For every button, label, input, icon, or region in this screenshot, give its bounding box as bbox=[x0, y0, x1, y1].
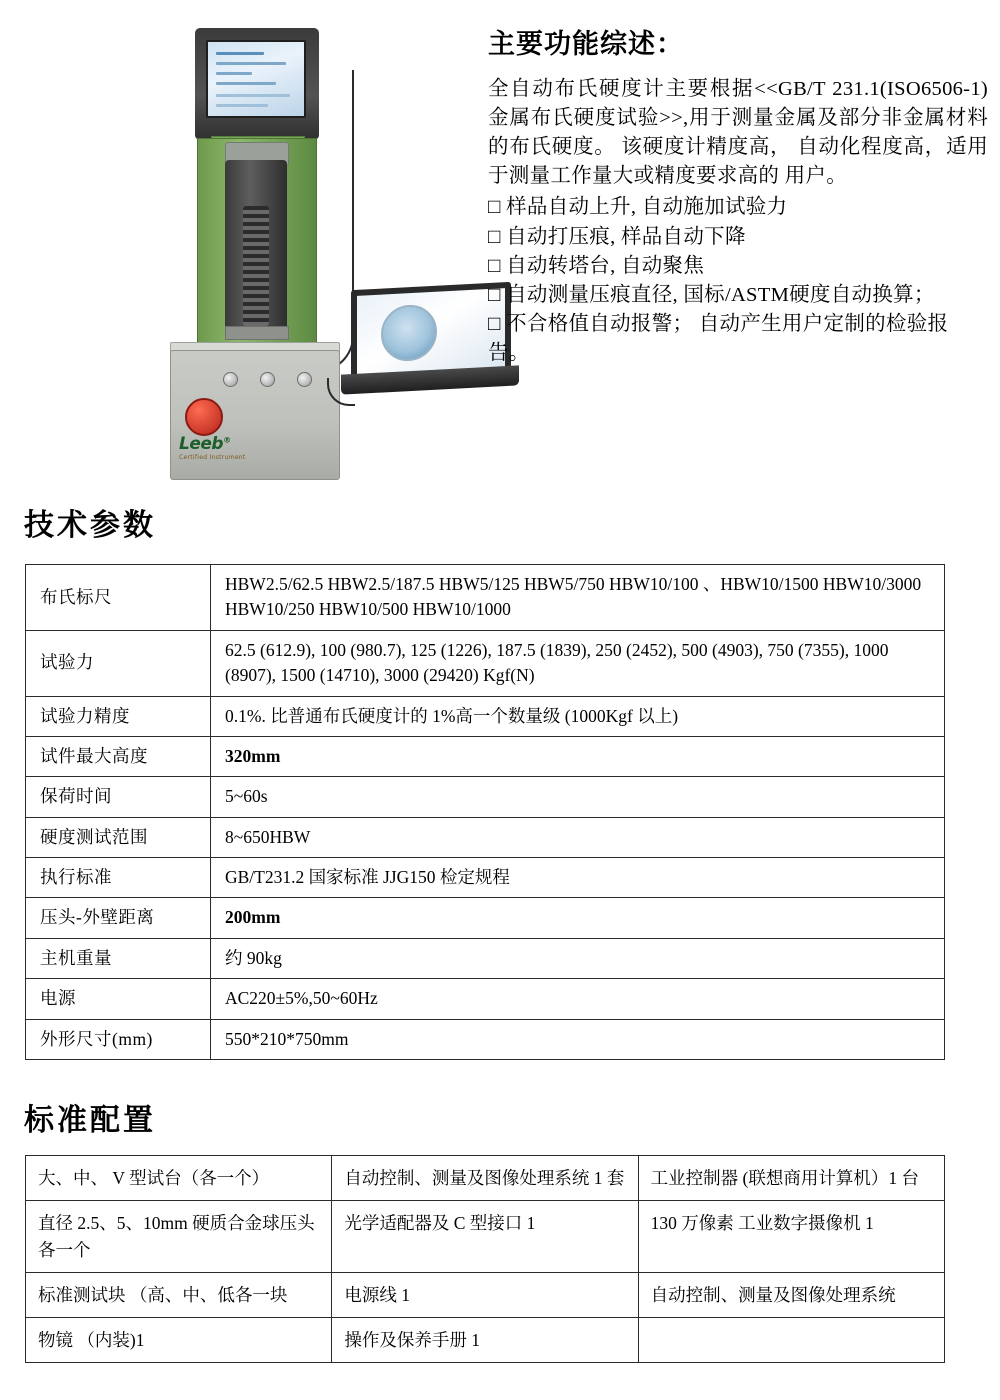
feature-item: □ 自动转塔台, 自动聚焦 bbox=[488, 254, 705, 277]
brand-tagline: Certified Instrument bbox=[179, 454, 246, 461]
brand-logo-text: Leeb bbox=[179, 434, 224, 454]
table-row bbox=[26, 898, 945, 938]
machine-indicator-3 bbox=[297, 372, 312, 387]
tech-row-label: 外形尺寸(mm) bbox=[26, 1019, 211, 1059]
config-cell: 直径 2.5、5、10mm 硬质合金球压头各一个 bbox=[26, 1201, 332, 1273]
table-row bbox=[26, 777, 945, 817]
intro-block bbox=[488, 22, 988, 368]
config-cell: 操作及保养手册 1 bbox=[332, 1318, 638, 1363]
table-row bbox=[26, 565, 945, 631]
config-cell: 标准测试块 （高、中、低各一块 bbox=[26, 1272, 332, 1317]
table-row bbox=[26, 1318, 945, 1363]
machine-anvil bbox=[225, 326, 289, 340]
feature-item: □ 不合格值自动报警； 自动产生用户定制的检验报告。 bbox=[488, 312, 949, 364]
tech-row-label: 试验力精度 bbox=[26, 696, 211, 736]
machine-elevating-screw bbox=[243, 206, 269, 326]
tech-row-label: 压头-外壁距离 bbox=[26, 898, 211, 938]
config-cell: 自动控制、测量及图像处理系统 1 套 bbox=[332, 1156, 638, 1201]
tech-params-table bbox=[25, 564, 945, 1060]
tech-row-value: 约 90kg bbox=[211, 938, 945, 978]
feature-item: □ 自动测量压痕直径, 国标/ASTM硬度自动换算； bbox=[488, 283, 935, 306]
tech-row-label: 试验力 bbox=[26, 630, 211, 696]
table-row bbox=[26, 1272, 945, 1317]
config-cell: 物镜 （内装)1 bbox=[26, 1318, 332, 1363]
table-row bbox=[26, 1156, 945, 1201]
tech-row-value: 5~60s bbox=[211, 777, 945, 817]
tech-row-label: 试件最大高度 bbox=[26, 736, 211, 776]
tech-row-value: 200mm bbox=[211, 898, 945, 938]
tech-row-value: GB/T231.2 国家标准 JJG150 检定规程 bbox=[211, 858, 945, 898]
config-cell: 电源线 1 bbox=[332, 1272, 638, 1317]
config-cell: 工业控制器 (联想商用计算机）1 台 bbox=[638, 1156, 944, 1201]
tech-row-value: 8~650HBW bbox=[211, 817, 945, 857]
tech-row-value: HBW2.5/62.5 HBW2.5/187.5 HBW5/125 HBW5/750 HBW10/100 、HBW10/1500 HBW10/3000 HBW10/250 HBW10/500 HBW10/1000 bbox=[211, 565, 945, 631]
tech-row-value: 62.5 (612.9), 100 (980.7), 125 (1226), 187.5 (1839), 250 (2452), 500 (4903), 750 (7355), 1000 (8907), 1500 (14710), 3000 (29420) Kgf(N) bbox=[211, 630, 945, 696]
tech-row-value: 0.1%. 比普通布氏硬度计的 1%高一个数量级 (1000Kgf 以上) bbox=[211, 696, 945, 736]
tech-row-value: AC220±5%,50~60Hz bbox=[211, 979, 945, 1019]
config-cell: 光学适配器及 C 型接口 1 bbox=[332, 1201, 638, 1273]
table-row bbox=[26, 1201, 945, 1273]
tech-row-label: 硬度测试范围 bbox=[26, 817, 211, 857]
config-cell: 自动控制、测量及图像处理系统 bbox=[638, 1272, 944, 1317]
standard-config-table bbox=[25, 1155, 945, 1363]
feature-list bbox=[488, 193, 988, 368]
tech-row-value: 320mm bbox=[211, 736, 945, 776]
product-photo bbox=[75, 10, 465, 480]
table-row bbox=[26, 938, 945, 978]
table-row bbox=[26, 817, 945, 857]
tech-params-heading: 技术参数 bbox=[24, 508, 156, 543]
emergency-stop-button bbox=[185, 398, 223, 436]
config-cell-empty bbox=[638, 1318, 944, 1363]
config-cell: 大、中、 V 型试台（各一个） bbox=[26, 1156, 332, 1201]
intro-paragraph: 全自动布氏硬度计主要根据<<GB/T 231.1(ISO6506-1) 金属布氏硬度试验>>,用于测量金属及部分非金属材料的布氏硬度。 该硬度计精度高， 自动化程度高，适用于测量工作量大或精度要求高的 用户。 bbox=[488, 78, 988, 188]
brand-logo: Leeb® bbox=[179, 434, 231, 454]
tech-row-label: 执行标准 bbox=[26, 858, 211, 898]
machine-indicator-2 bbox=[260, 372, 275, 387]
tech-row-label: 保荷时间 bbox=[26, 777, 211, 817]
config-cell: 130 万像素 工业数字摄像机 1 bbox=[638, 1201, 944, 1273]
tech-row-label: 主机重量 bbox=[26, 938, 211, 978]
table-row bbox=[26, 979, 945, 1019]
feature-item: □ 自动打压痕, 样品自动下降 bbox=[488, 225, 746, 248]
intro-title: 主要功能综述： bbox=[488, 29, 684, 60]
tech-row-label: 布氏标尺 bbox=[26, 565, 211, 631]
tech-row-value: 550*210*750mm bbox=[211, 1019, 945, 1059]
feature-item: □ 样品自动上升, 自动施加试验力 bbox=[488, 196, 788, 219]
table-row bbox=[26, 696, 945, 736]
machine-display-screen bbox=[206, 40, 306, 118]
table-row bbox=[26, 1019, 945, 1059]
tech-row-label: 电源 bbox=[26, 979, 211, 1019]
table-row bbox=[26, 858, 945, 898]
table-row bbox=[26, 630, 945, 696]
product-header-section bbox=[0, 0, 1000, 490]
machine-indicator-1 bbox=[223, 372, 238, 387]
machine-cable bbox=[318, 70, 354, 372]
table-row bbox=[26, 736, 945, 776]
standard-config-heading: 标准配置 bbox=[24, 1103, 156, 1138]
